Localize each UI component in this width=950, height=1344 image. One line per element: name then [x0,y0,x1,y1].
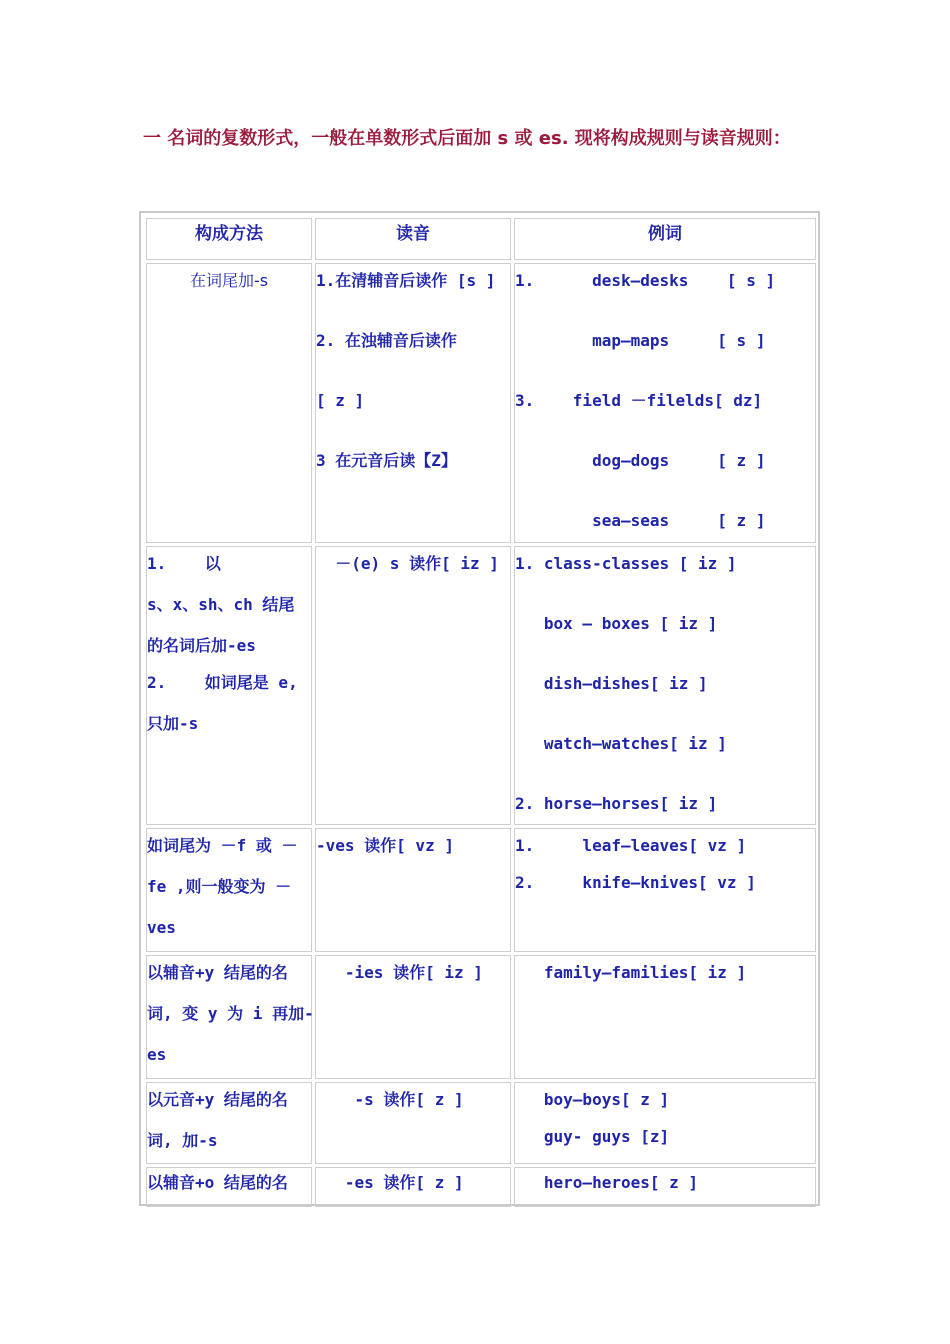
pron-line: -s 读作[ z ] [316,1090,464,1109]
example-line: guy- guys [z] [515,1127,670,1146]
method-line: 2. 如词尾是 e, [147,673,298,692]
example-line: 1. leaf—leaves[ vz ] [515,836,747,855]
table-row [146,546,816,825]
method-cell [146,1167,312,1207]
header-examples: 例词 [514,218,816,260]
example-line: 3. field －filelds[ dz] [515,391,763,410]
method-line: 以辅音+o 结尾的名 [147,1173,288,1192]
example-line: boy—boys[ z ] [515,1090,670,1109]
example-line: map—maps [ s ] [515,331,766,350]
examples-cell [514,1167,816,1207]
examples-cell [514,955,816,1079]
table-row [146,263,816,543]
pronunciation-cell [315,546,511,825]
table-row [146,1082,816,1164]
pronunciation-cell [315,263,511,543]
table-row [146,1167,816,1207]
pron-line: 1.在清辅音后读作 [s ] [316,271,496,290]
examples-cell [514,1082,816,1164]
method-line: ves [147,918,176,937]
example-line: sea—seas [ z ] [515,511,766,530]
method-line: 词, 加-s [147,1131,218,1150]
method-line: 词, 变 y 为 i 再加- [147,1004,314,1023]
example-line: hero—heroes[ z ] [515,1173,699,1192]
table-header-row [146,218,816,260]
pron-line: －(e) s 读作[ iz ] [316,554,499,573]
method-line: 1. 以 [147,554,221,573]
pronunciation-cell [315,955,511,1079]
method-text: 在词尾加-s [189,271,269,290]
pron-line: -es 读作[ z ] [316,1173,464,1192]
table-row [146,828,816,952]
method-cell [146,828,312,952]
method-line: 以辅音+y 结尾的名 [147,963,288,982]
method-line: 的名词后加-es [147,636,256,655]
header-pronunciation: 读音 [315,218,511,260]
pronunciation-cell [315,1082,511,1164]
method-line: fe ,则一般变为 － [147,877,292,896]
pron-line: -ves 读作[ vz ] [316,836,454,855]
method-cell [146,546,312,825]
pron-line: 3 在元音后读【Z】 [316,451,457,470]
pronunciation-cell [315,828,511,952]
example-line: 1. desk—desks [ s ] [515,271,776,290]
examples-cell [514,263,816,543]
method-cell [146,955,312,1079]
pron-line: [ z ] [316,391,365,410]
method-cell [146,1082,312,1164]
pron-line: 2. 在浊辅音后读作 [316,331,457,350]
table-row [146,955,816,1079]
pronunciation-cell [315,1167,511,1207]
header-method: 构成方法 [146,218,312,260]
example-line: box — boxes [ iz ] [515,614,718,633]
examples-cell [514,546,816,825]
method-line: es [147,1045,167,1064]
method-line: 以元音+y 结尾的名 [147,1090,288,1109]
pron-line: -ies 读作[ iz ] [316,963,483,982]
example-line: dish—dishes[ iz ] [515,674,708,693]
method-cell [146,263,312,543]
method-line: 如词尾为 －f 或 － [147,836,298,855]
method-line: s、x、sh、ch 结尾 [147,595,295,614]
example-line: family—families[ iz ] [515,963,747,982]
examples-cell [514,828,816,952]
method-line: 只加-s [147,714,199,733]
example-line: dog—dogs [ z ] [515,451,766,470]
page-heading: 一 名词的复数形式，一般在单数形式后面加 s 或 es. 现将构成规则与读音规则： [143,128,791,149]
example-line: 1. class-classes [ iz ] [515,554,737,573]
example-line: 2. horse—horses[ iz ] [515,794,718,813]
example-line: 2. knife—knives[ vz ] [515,873,756,892]
example-line: watch—watches[ iz ] [515,734,727,753]
plural-rules-table [139,211,820,1206]
